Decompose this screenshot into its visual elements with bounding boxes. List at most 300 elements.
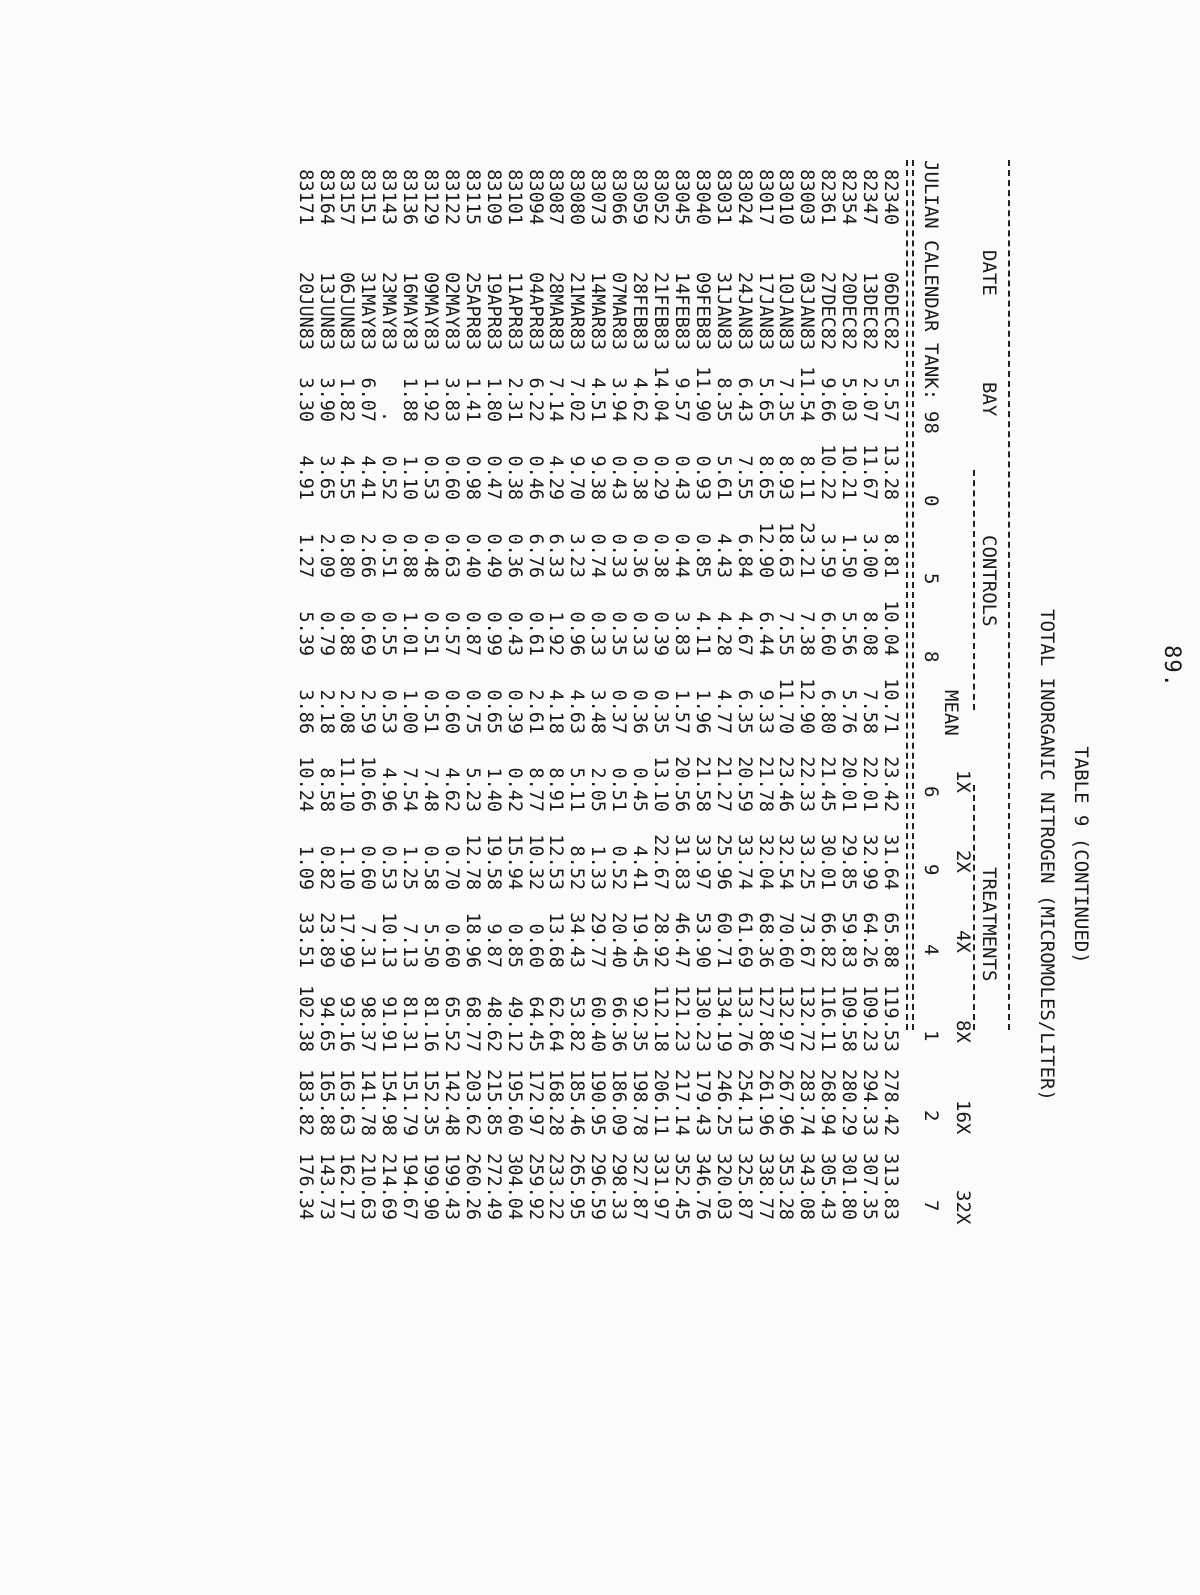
treatment-16x-cell: 185.46	[566, 1069, 588, 1136]
treatment-8x-cell: 62.64	[545, 996, 567, 1052]
tank-control-2: 5	[920, 573, 942, 585]
treatment-16x-cell: 294.33	[859, 1069, 881, 1136]
control-mean-cell: 0.35	[650, 689, 672, 734]
control-0-cell: 8.65	[754, 455, 776, 500]
control-0-cell: 3.65	[315, 455, 337, 500]
treatment-2x-cell: 12.53	[545, 834, 567, 890]
tank-bay: 98	[920, 411, 942, 434]
treatment-32x-cell: 260.26	[461, 1153, 483, 1220]
treatment-4x-cell: 7.31	[357, 923, 379, 968]
treatment-16x-cell: 267.96	[775, 1069, 797, 1136]
control-mean-cell: 0.60	[440, 689, 462, 734]
control-0-cell: 9.70	[566, 455, 588, 500]
treatment-32x-cell: 313.83	[880, 1153, 901, 1220]
treatment-4x-cell: 66.82	[817, 912, 839, 968]
bay-value-cell: 3.94	[608, 377, 630, 422]
control-mean-cell: 7.58	[859, 689, 881, 734]
bay-value-cell: 3.90	[315, 377, 337, 422]
treatment-16x-cell: 179.43	[691, 1069, 713, 1136]
treatment-4x-cell: 73.67	[796, 912, 818, 968]
calendar-date-cell: 21FEB83	[650, 272, 672, 350]
control-0-cell: 10.21	[838, 444, 860, 500]
control-5-cell: 6.33	[545, 533, 567, 578]
control-5-cell: 0.51	[378, 533, 400, 578]
control-mean-cell: 0.51	[420, 689, 442, 734]
table-row	[398, 160, 419, 1220]
table-row	[670, 160, 691, 1220]
treatment-2x-cell: 19.58	[482, 834, 504, 890]
control-mean-cell: 1.57	[670, 689, 692, 734]
control-5-cell: 2.66	[357, 533, 379, 578]
treatment-1x-cell: 20.56	[670, 756, 692, 812]
header-2x: 2X	[952, 850, 974, 873]
tank-control-1: 0	[920, 495, 942, 507]
header-16x: 16X	[952, 1100, 974, 1135]
treatment-8x-cell: 130.23	[691, 985, 713, 1052]
treatment-16x-cell: 203.62	[461, 1069, 483, 1136]
control-8-cell: 7.55	[775, 611, 797, 656]
julian-date-cell: 83003	[796, 169, 818, 225]
bay-value-cell: 1.80	[482, 377, 504, 422]
control-mean-cell: 4.18	[545, 689, 567, 734]
control-mean-cell: 0.37	[608, 689, 630, 734]
treatment-4x-cell: 28.92	[650, 912, 672, 968]
treatment-32x-cell: 331.97	[650, 1153, 672, 1220]
control-0-cell: 0.52	[378, 455, 400, 500]
control-mean-cell: 11.70	[775, 678, 797, 734]
treatment-8x-cell: 49.12	[503, 996, 525, 1052]
treatment-16x-cell: 268.94	[817, 1069, 839, 1136]
tank-1x: 6	[920, 786, 942, 798]
treatment-4x-cell: 10.13	[378, 912, 400, 968]
treatment-8x-cell: 53.82	[566, 996, 588, 1052]
treatment-4x-cell: 20.40	[608, 912, 630, 968]
control-8-cell: 1.01	[399, 611, 421, 656]
header-controls: CONTROLS	[978, 535, 1000, 627]
treatment-8x-cell: 134.19	[712, 985, 734, 1052]
julian-date-cell: 83151	[357, 169, 379, 225]
julian-date-cell: 83045	[670, 169, 692, 225]
treatment-2x-cell: 1.09	[294, 845, 316, 890]
treatment-8x-cell: 68.77	[461, 996, 483, 1052]
treatment-1x-cell: 2.05	[587, 767, 609, 812]
control-0-cell: 4.91	[294, 455, 316, 500]
control-8-cell: 8.08	[859, 611, 881, 656]
treatment-8x-cell: 119.53	[880, 985, 901, 1052]
control-0-cell: 10.22	[817, 444, 839, 500]
treatment-1x-cell: 22.33	[796, 756, 818, 812]
treatment-1x-cell: 21.45	[817, 756, 839, 812]
treatment-2x-cell: 30.01	[817, 834, 839, 890]
bay-value-cell: 4.51	[587, 377, 609, 422]
calendar-date-cell: 06JUN83	[336, 272, 358, 350]
control-0-cell: 4.55	[336, 455, 358, 500]
control-5-cell: 6.76	[524, 533, 546, 578]
treatment-1x-cell: 20.59	[733, 756, 755, 812]
control-mean-cell: 5.76	[838, 689, 860, 734]
control-0-cell: 8.93	[775, 455, 797, 500]
calendar-date-cell: 31JAN83	[712, 272, 734, 350]
treatment-8x-cell: 66.36	[608, 996, 630, 1052]
control-0-cell: 8.11	[796, 455, 818, 500]
control-0-cell: 13.28	[880, 444, 901, 500]
julian-date-cell: 82347	[859, 169, 881, 225]
control-0-cell: 0.47	[482, 455, 504, 500]
bay-value-cell: 6.07	[357, 377, 379, 422]
header-8x: 8X	[952, 1020, 974, 1043]
treatment-1x-cell: 23.42	[880, 756, 901, 812]
treatment-4x-cell: 18.96	[461, 912, 483, 968]
table-row	[691, 160, 712, 1220]
treatment-1x-cell: 0.42	[503, 767, 525, 812]
treatment-1x-cell: 4.62	[440, 767, 462, 812]
treatment-8x-cell: 60.40	[587, 996, 609, 1052]
control-0-cell: 0.53	[420, 455, 442, 500]
treatment-4x-cell: 65.88	[880, 912, 901, 968]
treatment-4x-cell: 46.47	[670, 912, 692, 968]
control-5-cell: 3.59	[817, 533, 839, 578]
table-row	[294, 160, 315, 1220]
bay-value-cell: 7.14	[545, 377, 567, 422]
treatment-32x-cell: 162.17	[336, 1153, 358, 1220]
treatment-1x-cell: 0.51	[608, 767, 630, 812]
calendar-date-cell: 20JUN83	[294, 272, 316, 350]
treatment-16x-cell: 141.78	[357, 1069, 379, 1136]
control-8-cell: 6.60	[817, 611, 839, 656]
control-5-cell: 23.21	[796, 522, 818, 578]
calendar-date-cell: 21MAR83	[566, 272, 588, 350]
treatment-8x-cell: 92.35	[629, 996, 651, 1052]
treatment-32x-cell: 143.73	[315, 1153, 337, 1220]
calendar-date-cell: 10JAN83	[775, 272, 797, 350]
control-5-cell: 12.90	[754, 522, 776, 578]
control-8-cell: 4.11	[691, 611, 713, 656]
treatment-32x-cell: 265.95	[566, 1153, 588, 1220]
control-mean-cell: 0.75	[461, 689, 483, 734]
tank-8x: 1	[920, 1030, 942, 1042]
control-0-cell: 0.46	[524, 455, 546, 500]
control-8-cell: 5.56	[838, 611, 860, 656]
tank-4x: 4	[920, 944, 942, 956]
treatment-32x-cell: 307.35	[859, 1153, 881, 1220]
treatment-8x-cell: 109.23	[859, 985, 881, 1052]
control-8-cell: 0.99	[482, 611, 504, 656]
control-8-cell: 0.88	[336, 611, 358, 656]
julian-date-cell: 83094	[524, 169, 546, 225]
control-8-cell: 0.51	[420, 611, 442, 656]
treatment-4x-cell: 34.43	[566, 912, 588, 968]
treatment-32x-cell: 325.87	[733, 1153, 755, 1220]
treatment-2x-cell: 1.33	[587, 845, 609, 890]
table-row	[879, 160, 900, 1220]
header-mean: MEAN	[940, 690, 962, 736]
treatment-2x-cell: 0.82	[315, 845, 337, 890]
control-8-cell: 0.79	[315, 611, 337, 656]
treatment-4x-cell: 68.36	[754, 912, 776, 968]
control-5-cell: 0.74	[587, 533, 609, 578]
calendar-date-cell: 27DEC82	[817, 272, 839, 350]
control-8-cell: 7.38	[796, 611, 818, 656]
treatment-2x-cell: 0.60	[357, 845, 379, 890]
control-0-cell: 0.98	[461, 455, 483, 500]
control-8-cell: 5.39	[294, 611, 316, 656]
treatment-16x-cell: 278.42	[880, 1069, 901, 1136]
treatment-8x-cell: 132.72	[796, 985, 818, 1052]
julian-date-cell: 83040	[691, 169, 713, 225]
treatment-8x-cell: 133.76	[733, 985, 755, 1052]
treatment-1x-cell: 1.40	[482, 767, 504, 812]
treatment-2x-cell: 15.94	[503, 834, 525, 890]
table-row	[837, 160, 858, 1220]
bay-value-cell: 5.57	[880, 377, 901, 422]
treatment-2x-cell: 1.10	[336, 845, 358, 890]
julian-date-cell: 83157	[336, 169, 358, 225]
header-1x: 1X	[952, 770, 974, 793]
treatment-16x-cell: 283.74	[796, 1069, 818, 1136]
treatment-4x-cell: 17.99	[336, 912, 358, 968]
bay-value-cell: 11.54	[796, 366, 818, 422]
calendar-date-cell: 13DEC82	[859, 272, 881, 350]
control-5-cell: 6.84	[733, 533, 755, 578]
calendar-date-cell: 03JAN83	[796, 272, 818, 350]
treatment-2x-cell: 25.96	[712, 834, 734, 890]
treatment-4x-cell: 19.45	[629, 912, 651, 968]
treatment-16x-cell: 195.60	[503, 1069, 525, 1136]
table-row	[816, 160, 837, 1220]
control-0-cell: 0.60	[440, 455, 462, 500]
table-row	[524, 160, 545, 1220]
control-8-cell: 0.33	[629, 611, 651, 656]
control-5-cell: 1.50	[838, 533, 860, 578]
treatment-8x-cell: 121.23	[670, 985, 692, 1052]
control-5-cell: 0.44	[670, 533, 692, 578]
treatment-1x-cell: 7.54	[399, 767, 421, 812]
treatment-1x-cell: 10.24	[294, 756, 316, 812]
header-bay: BAY	[978, 382, 1000, 417]
calendar-date-cell: 31MAY83	[357, 272, 379, 350]
treatment-4x-cell: 53.90	[691, 912, 713, 968]
table-row	[545, 160, 566, 1220]
julian-date-cell: 83109	[482, 169, 504, 225]
bay-value-cell: 1.92	[420, 377, 442, 422]
treatment-1x-cell: 22.01	[859, 756, 881, 812]
calendar-date-cell: 28FEB83	[629, 272, 651, 350]
treatment-16x-cell: 186.09	[608, 1069, 630, 1136]
treatment-1x-cell: 20.01	[838, 756, 860, 812]
control-5-cell: 1.27	[294, 533, 316, 578]
julian-date-cell: 83171	[294, 169, 316, 225]
treatment-1x-cell: 11.10	[336, 756, 358, 812]
treatment-8x-cell: 109.58	[838, 985, 860, 1052]
bay-value-cell: 6.43	[733, 377, 755, 422]
treatment-16x-cell: 152.35	[420, 1069, 442, 1136]
treatment-16x-cell: 206.11	[650, 1069, 672, 1136]
calendar-date-cell: 13JUN83	[315, 272, 337, 350]
control-0-cell: 4.41	[357, 455, 379, 500]
bay-value-cell: 3.30	[294, 377, 316, 422]
control-5-cell: 0.49	[482, 533, 504, 578]
treatment-16x-cell: 190.95	[587, 1069, 609, 1136]
page-number: 89.	[1158, 645, 1184, 688]
treatment-2x-cell: 0.70	[440, 845, 462, 890]
header-julian-calendar-tank: JULIAN CALENDAR TANK:	[920, 160, 942, 401]
julian-date-cell: 83010	[775, 169, 797, 225]
bay-value-cell: 6.22	[524, 377, 546, 422]
treatment-2x-cell: 0.58	[420, 845, 442, 890]
julian-date-cell: 83031	[712, 169, 734, 225]
tank-32x: 7	[920, 1200, 942, 1212]
treatment-32x-cell: 199.43	[440, 1153, 462, 1220]
control-5-cell: 0.80	[336, 533, 358, 578]
bay-value-cell: 14.04	[650, 366, 672, 422]
julian-date-cell: 83059	[629, 169, 651, 225]
julian-date-cell: 83052	[650, 169, 672, 225]
treatment-4x-cell: 70.60	[775, 912, 797, 968]
calendar-date-cell: 14MAR83	[587, 272, 609, 350]
control-0-cell: 0.38	[629, 455, 651, 500]
control-mean-cell: 2.59	[357, 689, 379, 734]
controls-underline	[973, 470, 975, 710]
table-row	[795, 160, 816, 1220]
treatment-8x-cell: 48.62	[482, 996, 504, 1052]
treatment-8x-cell: 65.52	[440, 996, 462, 1052]
control-0-cell: 0.38	[503, 455, 525, 500]
control-5-cell: 18.63	[775, 522, 797, 578]
table-row	[461, 160, 482, 1220]
julian-date-cell: 83136	[399, 169, 421, 225]
control-8-cell: 10.04	[880, 600, 901, 656]
julian-date-cell: 83073	[587, 169, 609, 225]
table-row	[733, 160, 754, 1220]
treatment-8x-cell: 91.91	[378, 996, 400, 1052]
control-5-cell: 0.40	[461, 533, 483, 578]
treatment-1x-cell: 8.91	[545, 767, 567, 812]
bay-value-cell: 4.62	[629, 377, 651, 422]
treatment-2x-cell: 10.32	[524, 834, 546, 890]
tank-2x: 9	[920, 864, 942, 876]
control-8-cell: 1.92	[545, 611, 567, 656]
treatment-16x-cell: 165.88	[315, 1069, 337, 1136]
treatment-16x-cell: 254.13	[733, 1069, 755, 1136]
header-4x: 4X	[952, 930, 974, 953]
control-5-cell: 0.85	[691, 533, 713, 578]
control-0-cell: 0.93	[691, 455, 713, 500]
calendar-date-cell: 19APR83	[482, 272, 504, 350]
table-row	[628, 160, 649, 1220]
treatment-32x-cell: 320.03	[712, 1153, 734, 1220]
treatment-2x-cell: 33.25	[796, 834, 818, 890]
control-mean-cell: 9.33	[754, 689, 776, 734]
julian-date-cell: 83017	[754, 169, 776, 225]
calendar-date-cell: 07MAR83	[608, 272, 630, 350]
control-0-cell: 7.55	[733, 455, 755, 500]
treatment-8x-cell: 127.86	[754, 985, 776, 1052]
control-mean-cell: 4.63	[566, 689, 588, 734]
control-mean-cell: 0.65	[482, 689, 504, 734]
treatment-32x-cell: 272.49	[482, 1153, 504, 1220]
control-0-cell: 0.43	[670, 455, 692, 500]
table-row	[356, 160, 377, 1220]
treatment-4x-cell: 5.50	[420, 923, 442, 968]
header-rule-1	[912, 160, 914, 1030]
treatment-32x-cell: 352.45	[670, 1153, 692, 1220]
control-mean-cell: 4.77	[712, 689, 734, 734]
calendar-date-cell: 25APR83	[461, 272, 483, 350]
treatment-4x-cell: 13.68	[545, 912, 567, 968]
control-mean-cell: 0.53	[378, 689, 400, 734]
treatment-8x-cell: 93.16	[336, 996, 358, 1052]
header-date: DATE	[978, 250, 1000, 296]
control-5-cell: 2.09	[315, 533, 337, 578]
control-8-cell: 4.28	[712, 611, 734, 656]
julian-date-cell: 82361	[817, 169, 839, 225]
treatment-2x-cell: 0.52	[608, 845, 630, 890]
tank-control-3: 8	[920, 651, 942, 663]
julian-date-cell: 82340	[880, 169, 901, 225]
control-mean-cell: 0.39	[503, 689, 525, 734]
treatment-16x-cell: 183.82	[294, 1069, 316, 1136]
treatment-2x-cell: 31.64	[880, 834, 901, 890]
table-row	[440, 160, 461, 1220]
treatment-2x-cell: 29.85	[838, 834, 860, 890]
bay-value-cell: 3.83	[440, 377, 462, 422]
table-row	[858, 160, 879, 1220]
treatment-1x-cell: 5.11	[566, 767, 588, 812]
control-0-cell: 5.61	[712, 455, 734, 500]
treatment-8x-cell: 98.37	[357, 996, 379, 1052]
bay-value-cell: 8.35	[712, 377, 734, 422]
table-subtitle: TOTAL INORGANIC NITROGEN (MICROMOLES/LITER)	[1036, 609, 1058, 1101]
rotated-table-page	[22, 115, 1092, 1595]
control-5-cell: 3.23	[566, 533, 588, 578]
treatments-underline	[973, 785, 975, 1030]
julian-date-cell: 82354	[838, 169, 860, 225]
calendar-date-cell: 09FEB83	[691, 272, 713, 350]
bay-value-cell: 9.66	[817, 377, 839, 422]
bay-value-cell: 9.57	[670, 377, 692, 422]
bay-value-cell: 11.90	[691, 366, 713, 422]
control-8-cell: 0.39	[650, 611, 672, 656]
calendar-date-cell: 17JAN83	[754, 272, 776, 350]
treatment-1x-cell: 21.27	[712, 756, 734, 812]
nitrogen-data-table	[294, 160, 900, 1220]
treatment-8x-cell: 116.11	[817, 985, 839, 1052]
table-row	[377, 160, 398, 1220]
tank-16x: 2	[920, 1110, 942, 1122]
control-8-cell: 4.67	[733, 611, 755, 656]
julian-date-cell: 83101	[503, 169, 525, 225]
treatment-4x-cell: 33.51	[294, 912, 316, 968]
control-8-cell: 0.55	[378, 611, 400, 656]
control-5-cell: 0.63	[440, 533, 462, 578]
bay-value-cell: 1.41	[461, 377, 483, 422]
treatment-4x-cell: 61.69	[733, 912, 755, 968]
control-mean-cell: 12.90	[796, 678, 818, 734]
treatment-16x-cell: 198.78	[629, 1069, 651, 1136]
treatment-4x-cell: 0.85	[503, 923, 525, 968]
treatment-4x-cell: 0.60	[524, 923, 546, 968]
calendar-date-cell: 24JAN83	[733, 272, 755, 350]
treatment-1x-cell: 8.77	[524, 767, 546, 812]
control-0-cell: 0.29	[650, 455, 672, 500]
treatment-1x-cell: 23.46	[775, 756, 797, 812]
treatment-1x-cell: 10.66	[357, 756, 379, 812]
treatment-4x-cell: 64.26	[859, 912, 881, 968]
control-0-cell: 1.10	[399, 455, 421, 500]
control-8-cell: 6.44	[754, 611, 776, 656]
julian-date-cell: 83024	[733, 169, 755, 225]
table-row	[482, 160, 503, 1220]
